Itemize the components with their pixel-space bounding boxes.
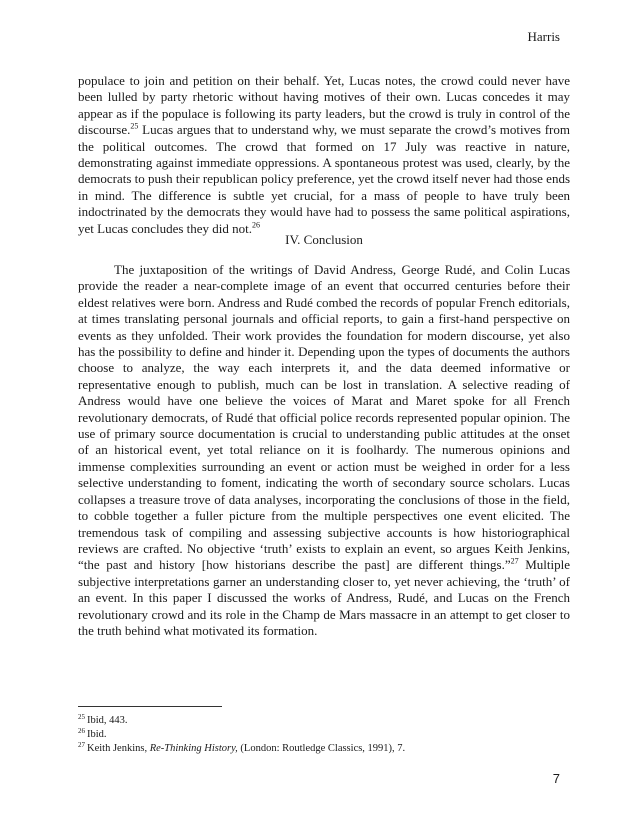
footnote-27 — [78, 742, 570, 756]
footnote-text-continued: (London: Routledge Classics, 1991), 7. — [237, 743, 406, 754]
paragraph-2-text-continued: Multiple subjective interpretations garner an understanding closer to, yet never achieving, the ‘truth’ of an event. In this paper I discussed the works of Andress, Rudé, and Lucas on the French revolutionary crowd and its role in the Champ de Mars massacre in an attempt to get closer to the truth behind what motivated its formation. — [78, 557, 570, 638]
footnote-text: Ibid. — [87, 729, 107, 740]
paragraph-1-text-continued: Lucas argues that to understand why, we must separate the crowd’s motives from the political outcomes. The crowd that formed on 17 July was reactive in nature, demonstrating against immediate oppressions. A spontaneous protest was used, clearly, by the democrats to push their republican policy preference, yet the crowd itself never had those ends in mind. The difference is subtle yet crucial, for a mass of people to have truly been indoctrinated by the democrats they would have had to possess the same political aspirations, yet Lucas concludes they did not. — [78, 122, 571, 236]
page-number: 7 — [552, 771, 560, 786]
footnote-text: Keith Jenkins, — [87, 743, 150, 754]
footnote-ref-26[interactable]: 26 — [252, 220, 261, 230]
footnote-ref-27[interactable]: 27 — [510, 556, 519, 566]
body-paragraph-2 — [78, 262, 570, 639]
body-paragraph-1 — [78, 73, 570, 237]
footnote-number: 25 — [78, 712, 85, 721]
paragraph-2-text: The juxtaposition of the writings of David Andress, George Rudé, and Colin Lucas provide the reader a near-complete image of an event that occurred centuries before their eldest relatives were born. Andress and Rudé combed the records of popular French editorials, at times translating personal journals and official reports, to gain a first-hand perspective on events as they unfolded. Their work provides the foundation for modern discourse, yet also has the possibility to define and hinder it. Depending upon the types of documents the authors choose to analyze, the way each interprets it, and the data deemed informative or representative enough to publish, much can be lost in translation. A selective reading of Andress would have one believe the voices of Marat and Maret spoke for all French revolutionary democrats, of Rudé that official police records represented popular opinion. The use of primary source documentation is crucial to understanding public attitudes at the onset of an historical event, yet total reliance on it is foolhardy. The numerous opinions and immense complexities surrounding an event or action must be weighed in order for a less selective understanding to foment, indicating the worth of secondary source scholars. Lucas collapses a treasure trove of data analyses, incorporating the conclusions of those in the field, to cobble together a fuller picture from the multiple perspectives one event elicited. The tremendous task of compiling and assessing subjective accounts is how historiographical reviews are crafted. No objective ‘truth’ exists to explain an event, so argues Keith Jenkins, “the past and history [how historians describe the past] are different things.” — [78, 262, 570, 573]
footnote-text: Ibid, 443. — [87, 715, 128, 726]
footnote-book-title: Re-Thinking History, — [149, 743, 238, 754]
footnotes — [78, 714, 570, 756]
running-head: Harris — [527, 29, 560, 44]
section-heading: IV. Conclusion — [285, 232, 363, 247]
footnote-number: 27 — [78, 740, 85, 749]
paragraph-1-text: populace to join and petition on their behalf. Yet, Lucas notes, the crowd could never have been lulled by party rhetoric without having motives of their own. Lucas concedes it may appear as if the populace is following its party leaders, but the crowd is truly in control of the discourse. — [78, 73, 570, 138]
footnote-separator — [78, 706, 222, 707]
footnote-ref-25[interactable]: 25 — [130, 121, 139, 131]
footnote-number: 26 — [78, 726, 85, 735]
footnote-26 — [78, 728, 570, 742]
footnote-25 — [78, 714, 570, 728]
